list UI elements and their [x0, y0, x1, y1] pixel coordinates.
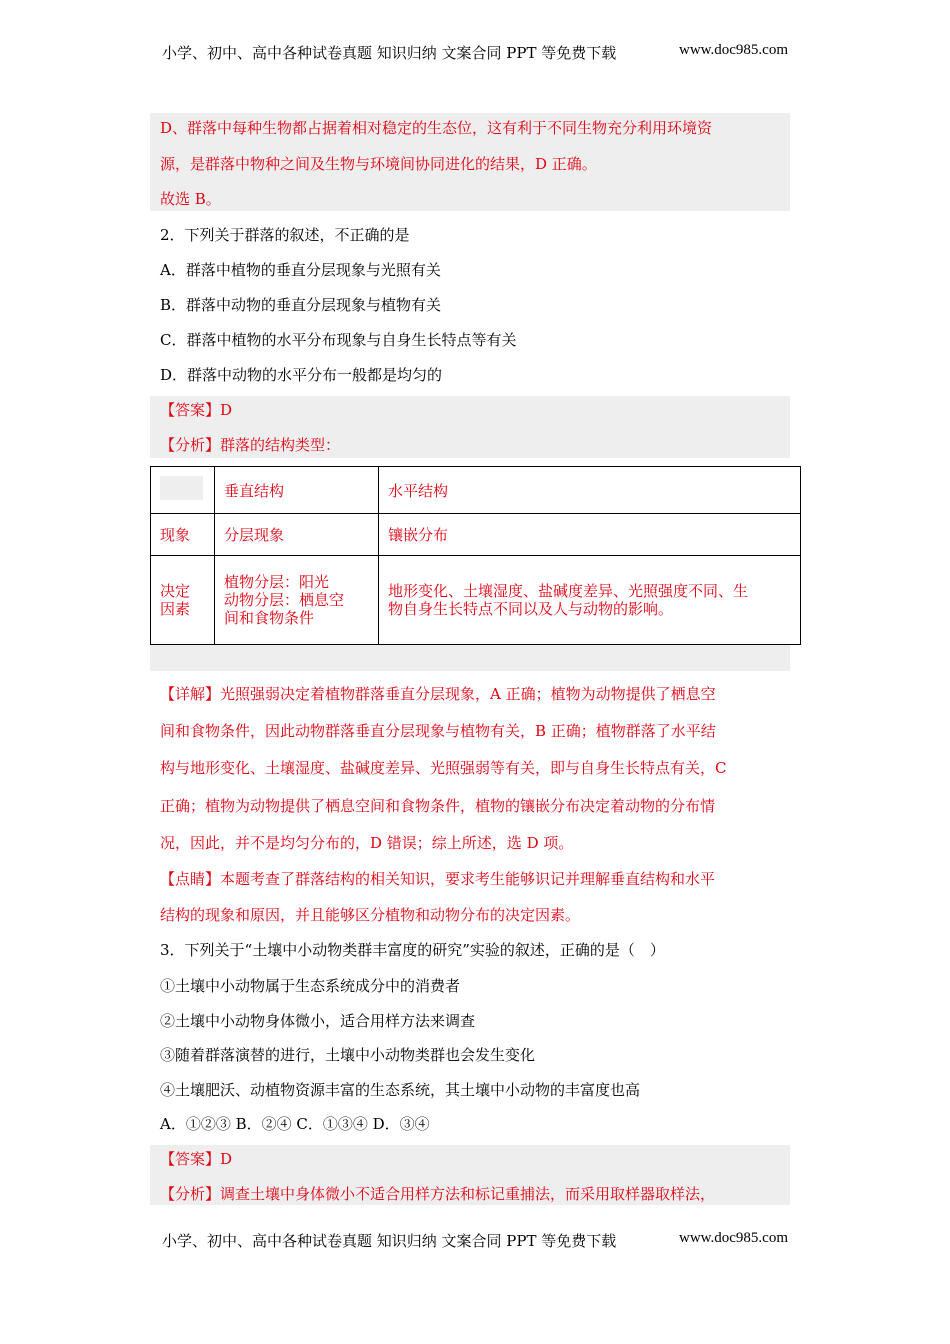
q2-answer: 【答案】D: [160, 401, 233, 419]
table-header-row: [151, 467, 801, 514]
q3-statement: ③随着群落演替的进行，土壤中小动物类群也会发生变化: [160, 1046, 536, 1064]
q3-statement: ④土壤肥沃、动植物资源丰富的生态系统，其土壤中小动物的丰富度也高: [160, 1081, 641, 1099]
q2-detail-line: 间和食物条件，因此动物群落垂直分层现象与植物有关，B 正确；植物群落了水平结: [160, 722, 716, 740]
table-cell-line: 地形变化、土壤湿度、盐碱度差异、光照强度不同、生: [388, 582, 749, 600]
q2-detail-line: 况，因此，并不是均匀分布的，D 错误；综上所述，选 D 项。: [160, 834, 574, 852]
table-cell: [379, 556, 801, 645]
footer-site-link[interactable]: www.doc985.com: [678, 1230, 788, 1246]
blank-cell: [160, 476, 203, 500]
q1-conclusion: 故选 B。: [160, 190, 221, 208]
q2-option-b: B．群落中动物的垂直分层现象与植物有关: [160, 296, 442, 314]
q2-comment-line: 【点睛】本题考查了群落结构的相关知识，要求考生能够识记并理解垂直结构和水平: [160, 870, 716, 888]
header-site-link[interactable]: www.doc985.com: [678, 42, 788, 58]
q2-analysis: 【分析】群落的结构类型：: [160, 436, 341, 454]
table-row-phenomenon: [151, 514, 801, 556]
q3-stem: 3．下列关于“土壤中小动物类群丰富度的研究”实验的叙述，正确的是（ ）: [160, 941, 665, 959]
q1-explanation-line: 源，是群落中物种之间及生物与环境间协同进化的结果，D 正确。: [160, 155, 597, 173]
table-header-vertical: 垂直结构: [215, 467, 379, 514]
page-footer: [162, 1230, 788, 1251]
q2-option-a: A．群落中植物的垂直分层现象与光照有关: [160, 261, 441, 279]
q2-comment-line: 结构的现象和原因，并且能够区分植物和动物分布的决定因素。: [160, 906, 581, 924]
table-corner-cell: [151, 467, 215, 514]
table-cell: 镶嵌分布: [379, 514, 801, 556]
page-header: [162, 42, 788, 63]
q1-explanation-line: D、群落中每种生物都占据着相对稳定的生态位，这有利于不同生物充分利用环境资: [160, 119, 713, 137]
table-header-horizontal: 水平结构: [379, 467, 801, 514]
table-cell-line: 因素: [160, 600, 191, 618]
table-cell-line: 物自身生长特点不同以及人与动物的影响。: [388, 600, 674, 618]
header-text: 小学、初中、高中各种试卷真题 知识归纳 文案合同 PPT 等免费下载: [162, 44, 617, 62]
q3-analysis: 【分析】调查土壤中身体微小不适合用样方法和标记重捕法，而采用取样器取样法，: [160, 1185, 716, 1203]
table-row-factors: [151, 556, 801, 645]
table-cell: [215, 556, 379, 645]
table-cell-line: 间和食物条件: [224, 609, 315, 627]
q2-option-c: C．群落中植物的水平分布现象与自身生长特点等有关: [160, 331, 517, 349]
table-cell-line: 决定: [160, 582, 191, 600]
community-structure-table: [150, 466, 801, 645]
table-footer-shade: [150, 645, 790, 671]
table-cell-line: 动物分层：栖息空: [224, 591, 345, 609]
q2-detail-line: 【详解】光照强弱决定着植物群落垂直分层现象，A 正确；植物为动物提供了栖息空: [160, 685, 716, 703]
q2-option-d: D．群落中动物的水平分布一般都是均匀的: [160, 366, 443, 384]
q3-answer: 【答案】D: [160, 1150, 233, 1168]
table-cell: 现象: [151, 514, 215, 556]
q2-detail-line: 正确；植物为动物提供了栖息空间和食物条件，植物的镶嵌分布决定着动物的分布情: [160, 797, 716, 815]
q3-statement: ②土壤中小动物身体微小，适合用样方法来调查: [160, 1012, 476, 1030]
table-cell-line: 植物分层：阳光: [224, 573, 330, 591]
footer-text: 小学、初中、高中各种试卷真题 知识归纳 文案合同 PPT 等免费下载: [162, 1232, 617, 1250]
table-cell: 分层现象: [215, 514, 379, 556]
q3-statement: ①土壤中小动物属于生态系统成分中的消费者: [160, 977, 461, 995]
q2-stem: 2．下列关于群落的叙述，不正确的是: [160, 226, 410, 244]
table-cell: [151, 556, 215, 645]
q2-detail-line: 构与地形变化、土壤湿度、盐碱度差异、光照强弱等有关，即与自身生长特点有关，C: [160, 759, 727, 777]
q3-options: A．①②③ B．②④ C．①③④ D．③④: [160, 1115, 430, 1133]
